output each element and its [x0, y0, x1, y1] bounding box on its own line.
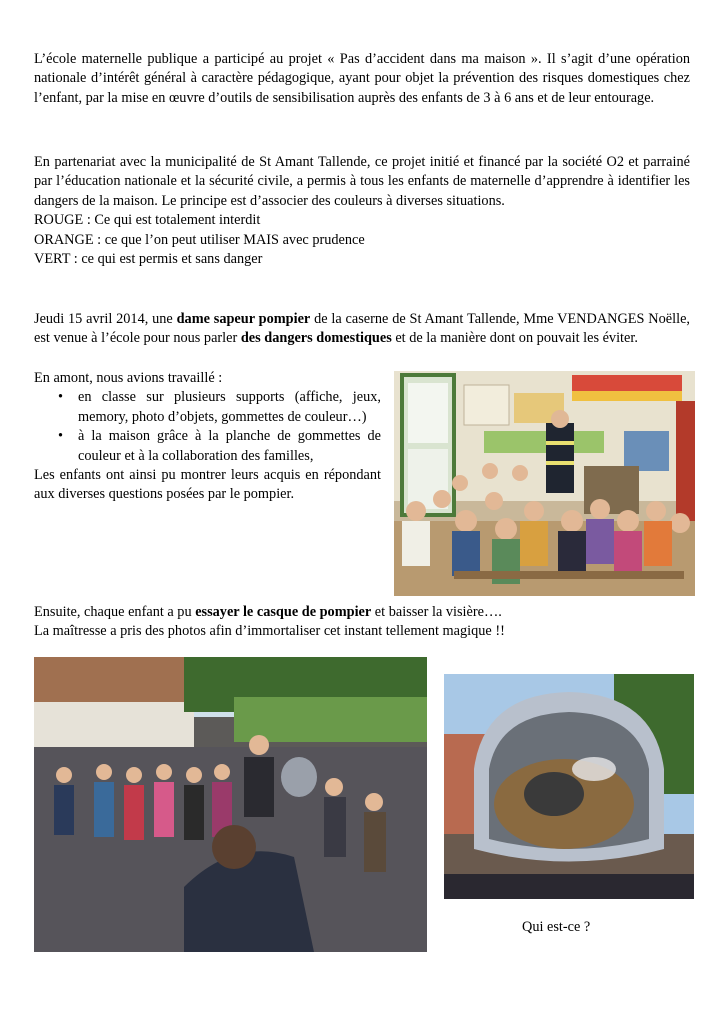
- helmet-text-3: La maîtresse a pris des photos afin d’immortaliser cet instant tellement magique !!: [34, 623, 505, 640]
- helmet-text-2: et baisser la visière….: [371, 604, 502, 620]
- list-item: • en classe sur plusieurs supports (affiche, jeux, memory, photo d’objets, gommettes de couleur…): [78, 388, 381, 427]
- helmet-paragraph: [34, 603, 694, 642]
- visit-text-3: et de la manière dont on pouvait les éviter.: [391, 330, 638, 347]
- visit-bold-2: des dangers domestiques: [240, 330, 392, 347]
- partnership-paragraph: En partenariat avec la municipalité de St Amant Tallende, ce projet initié et financé par la société O2 et parrainé par l’éducation nationale et la sécurité civile, a permis à tous les enfants de maternelle d’apprendre à identifier les dangers de la maison. Le principe est d’associer des couleurs à diverses situations.: [34, 154, 690, 209]
- preparation-intro: En amont, nous avions travaillé :: [34, 370, 223, 386]
- visit-paragraph: [34, 310, 690, 349]
- color-vert-line: VERT : ce qui est permis et sans danger: [34, 251, 263, 268]
- color-orange-line: ORANGE : ce que l’on peut utiliser MAIS avec prudence: [34, 231, 365, 248]
- visit-text-2: de la caserne de St Amant Tallende, Mme VENDANGES Noëlle, est venue à l’école pour nous parler: [34, 311, 690, 347]
- helmet-photo: [444, 674, 694, 899]
- visit-text-1: Jeudi 15 avril 2014, une: [34, 311, 177, 327]
- visit-bold-1: dame sapeur pompier: [176, 311, 311, 327]
- intro-paragraph: L’école maternelle publique a participé au projet « Pas d’accident dans ma maison ». Il s’agit d’une opération nationale d’intérêt général à caractère pédagogique, ayant pour objet la prévention des risques domestiques chez l’enfant, par la mise en œuvre d’outils de sensibilisation auprès des enfants de 3 à 6 ans et de leur entourage.: [34, 51, 690, 106]
- helmet-text-1: Ensuite, chaque enfant a pu: [34, 604, 196, 620]
- preparation-list: [34, 388, 381, 466]
- list-item: • à la maison grâce à la planche de gommettes de couleur et à la collaboration des familles,: [78, 427, 381, 466]
- schoolyard-photo: [34, 657, 427, 952]
- preparation-outcome: Les enfants ont ainsi pu montrer leurs acquis en répondant aux diverses questions posées par le pompier.: [34, 467, 381, 503]
- color-rouge-line: ROUGE : Ce qui est totalement interdit: [34, 212, 261, 229]
- helmet-caption: Qui est-ce ?: [522, 919, 591, 935]
- partnership-section: [34, 153, 690, 269]
- preparation-section: [34, 369, 381, 505]
- classroom-photo: [394, 371, 695, 596]
- helmet-bold: essayer le casque de pompier: [195, 604, 372, 620]
